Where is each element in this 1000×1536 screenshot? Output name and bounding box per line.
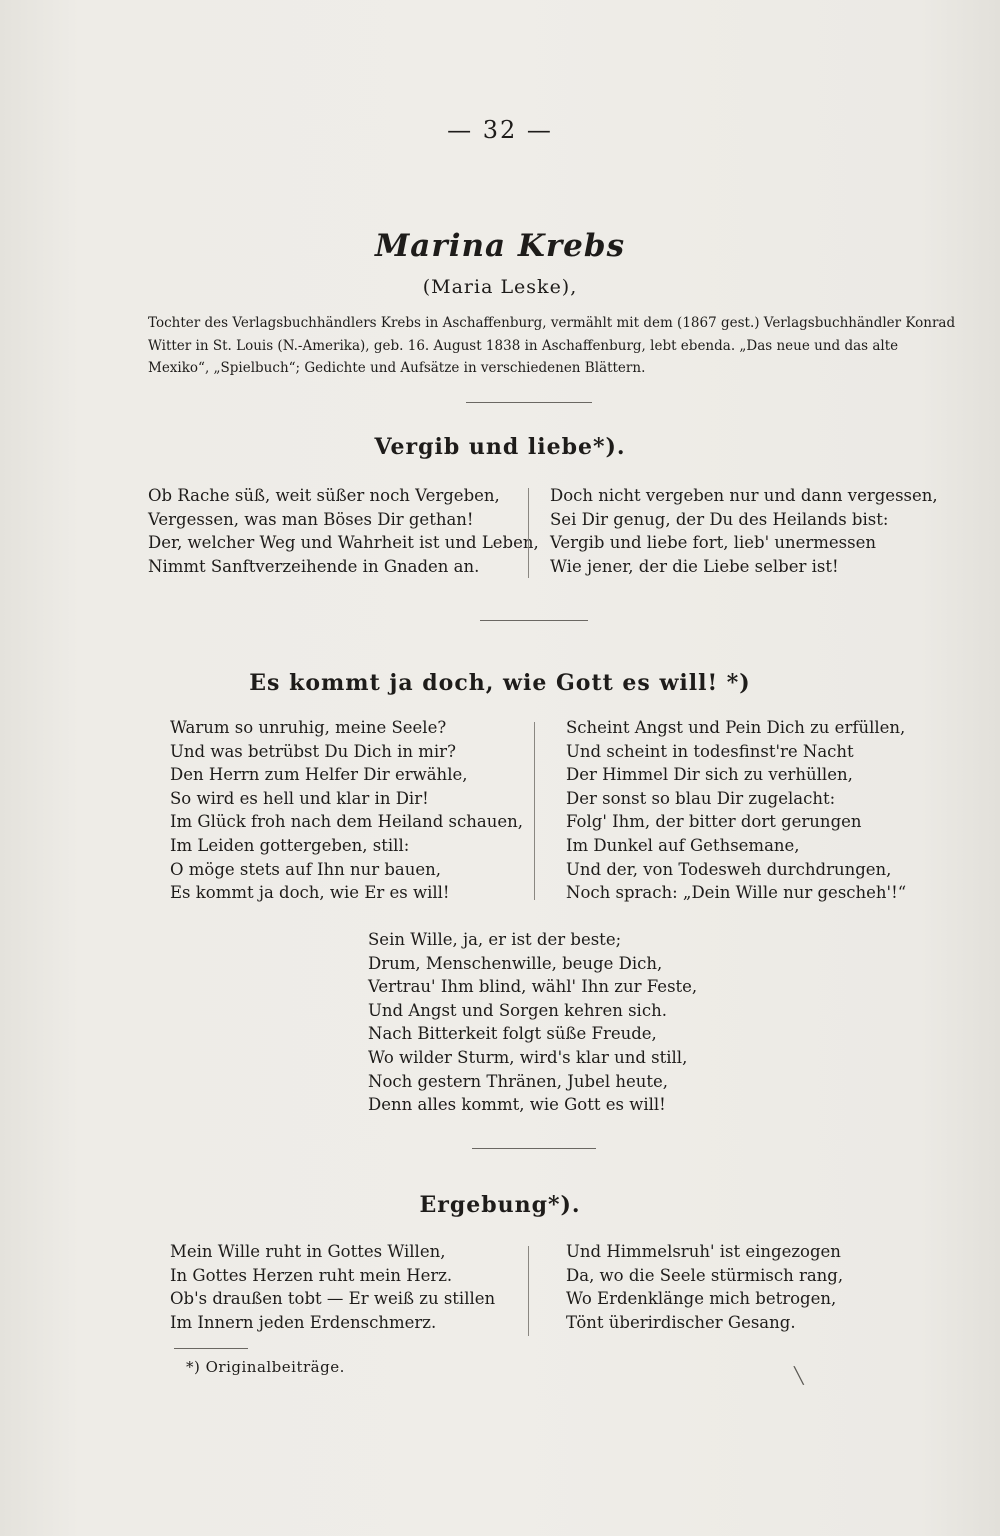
verse-line: Sei Dir genug, der Du des Heilands bist: [550, 509, 889, 529]
bio-line: Witter in St. Louis (N.-Amerika), geb. 16. August 1838 in Aschaffenburg, lebt ebenda. „Das neue und das alte [148, 337, 899, 354]
verse-line: Und Angst und Sorgen kehren sich. [368, 1000, 667, 1020]
verse-line: O möge stets auf Ihn nur bauen, [170, 859, 442, 879]
poem-1-right-stanza [550, 484, 938, 578]
poem-title-es-kommt: Es kommt ja doch, wie Gott es will! *) [249, 670, 751, 696]
poem-2-left-stanza [170, 716, 523, 905]
verse-line: Ob's draußen tobt — Er weiß zu stillen [170, 1289, 496, 1309]
verse-line: Wo Erdenklänge mich betrogen, [566, 1289, 837, 1309]
verse-line: Nimmt Sanftverzeihende in Gnaden an. [148, 556, 480, 576]
verse-line: Und scheint in todesfinst're Nacht [566, 741, 854, 761]
poem-3-left-stanza [170, 1240, 495, 1334]
verse-line: Tönt überirdischer Gesang. [566, 1312, 796, 1332]
poem-title-vergib: Vergib und liebe*). [374, 434, 626, 460]
author-alias: (Maria Leske), [422, 276, 578, 298]
page-number: — 32 — [447, 116, 553, 144]
verse-line: Es kommt ja doch, wie Er es will! [170, 883, 450, 903]
footnote: *) Originalbeiträge. [186, 1358, 345, 1376]
stanza-separator [528, 1246, 529, 1336]
poem-title-ergebung: Ergebung*). [419, 1192, 581, 1218]
verse-line: Denn alles kommt, wie Gott es will! [368, 1095, 666, 1115]
verse-line: Im Leiden gottergeben, still: [170, 835, 410, 855]
poem-2-right-stanza [566, 716, 906, 905]
verse-line: Im Glück froh nach dem Heiland schauen, [170, 812, 523, 832]
verse-line: Und Himmelsruh' ist eingezogen [566, 1242, 841, 1261]
verse-line: Vergib und liebe fort, lieb' unermessen [550, 533, 877, 553]
verse-line: Und der, von Todesweh durchdrungen, [566, 859, 892, 879]
verse-line: Vergessen, was man Böses Dir gethan! [148, 509, 474, 529]
verse-line: Da, wo die Seele stürmisch rang, [566, 1265, 844, 1285]
verse-line: Wo wilder Sturm, wird's klar und still, [368, 1047, 688, 1067]
verse-line: Noch sprach: „Dein Wille nur gescheh'!“ [566, 883, 907, 903]
section-divider [480, 620, 588, 621]
verse-line: Folg' Ihm, der bitter dort gerungen [566, 812, 862, 832]
section-divider [472, 1148, 596, 1149]
verse-line: Drum, Menschenwille, beuge Dich, [368, 953, 663, 973]
verse-line: Im Innern jeden Erdenschmerz. [170, 1312, 437, 1332]
verse-line: Mein Wille ruht in Gottes Willen, [170, 1242, 446, 1261]
verse-line: In Gottes Herzen ruht mein Herz. [170, 1265, 453, 1285]
bio-line: Tochter des Verlagsbuchhändlers Krebs in Aschaffenburg, vermählt mit dem (1867 gest.) Verlagsbuchhändler Konrad [148, 315, 956, 331]
verse-line: Scheint Angst und Pein Dich zu erfüllen, [566, 718, 906, 737]
verse-line: Wie jener, der die Liebe selber ist! [550, 556, 839, 576]
verse-line: Der Himmel Dir sich zu verhüllen, [566, 765, 853, 785]
verse-line: So wird es hell und klar in Dir! [170, 788, 429, 808]
verse-line: Sein Wille, ja, er ist der beste; [368, 930, 622, 949]
stanza-separator [528, 488, 529, 578]
verse-line: Der, welcher Weg und Wahrheit ist und Leben, [148, 533, 539, 553]
verse-line: Vertrau' Ihm blind, wähl' Ihn zur Feste, [368, 977, 698, 997]
verse-line: Und was betrübst Du Dich in mir? [170, 741, 456, 761]
verse-line: Im Dunkel auf Gethsemane, [566, 835, 800, 855]
poem-1-left-stanza [148, 484, 539, 578]
footnote-rule [174, 1348, 248, 1349]
poem-3-right-stanza [566, 1240, 843, 1334]
verse-line: Doch nicht vergeben nur und dann vergessen, [550, 486, 938, 505]
verse-line: Ob Rache süß, weit süßer noch Vergeben, [148, 486, 500, 505]
section-divider [466, 402, 592, 403]
author-name: Marina Krebs [374, 228, 626, 264]
verse-line: Nach Bitterkeit folgt süße Freude, [368, 1024, 657, 1044]
bio-line: Mexiko“, „Spielbuch“; Gedichte und Aufsätze in verschiedenen Blättern. [148, 360, 646, 376]
author-biography [148, 312, 956, 380]
verse-line: Den Herrn zum Helfer Dir erwähle, [170, 765, 468, 785]
verse-line: Der sonst so blau Dir zugelacht: [566, 788, 836, 808]
verse-line: Warum so unruhig, meine Seele? [170, 718, 447, 737]
stray-pencil-mark: ╲ [794, 1366, 804, 1385]
verse-line: Noch gestern Thränen, Jubel heute, [368, 1071, 669, 1091]
stanza-separator [534, 722, 535, 900]
poem-2-final-stanza [368, 928, 697, 1117]
